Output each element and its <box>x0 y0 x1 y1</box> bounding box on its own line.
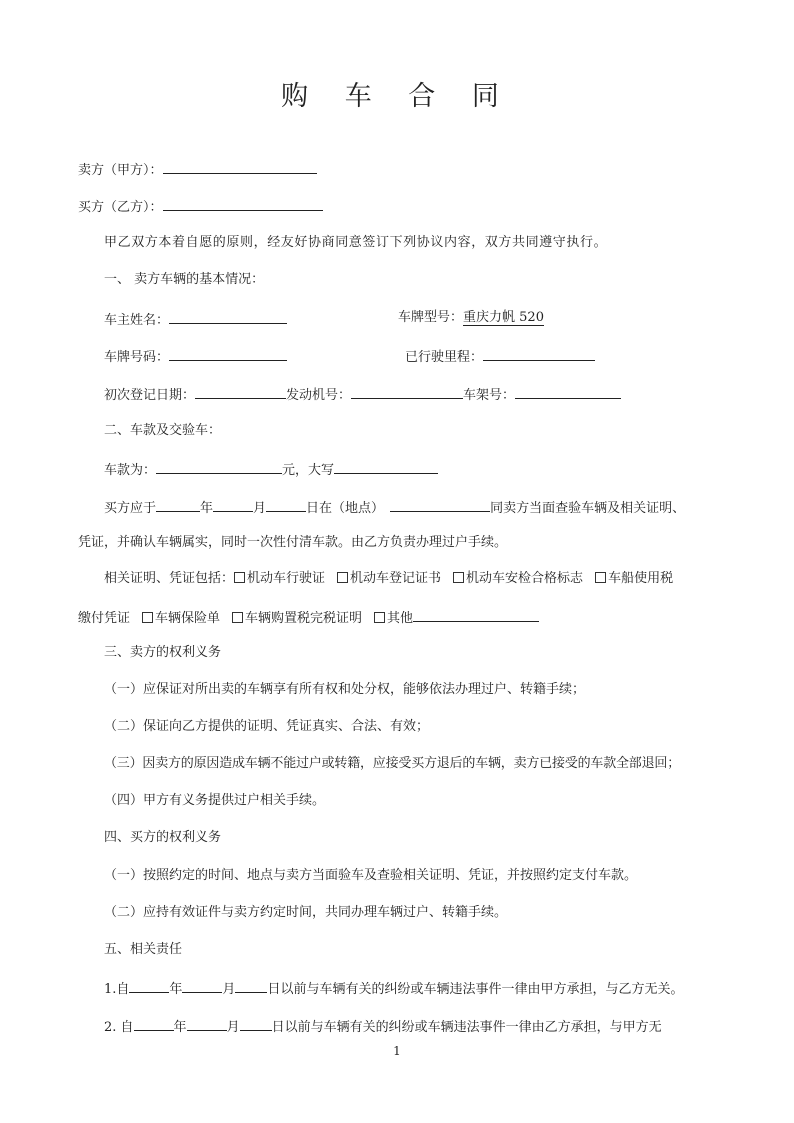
model-value[interactable]: 重庆力帆 520 <box>463 310 544 325</box>
price-line <box>104 459 438 480</box>
mileage-blank[interactable] <box>483 346 595 361</box>
section-2-heading: 二、车款及交验车： <box>104 423 222 438</box>
checkbox[interactable] <box>337 572 348 583</box>
checkbox-label: 车辆购置税完税证明 <box>245 611 363 626</box>
month-blank[interactable] <box>213 497 253 512</box>
text: 1.自 <box>104 982 130 997</box>
buyer-duty: （二）应持有效证件与卖方约定时间，共同办理车辆过户、转籍手续。 <box>104 905 508 920</box>
checkbox[interactable] <box>374 612 385 623</box>
owner-line <box>104 309 287 330</box>
text: 年 <box>173 1020 187 1035</box>
text: 日在（地点） <box>306 501 385 516</box>
seller-label: 卖方（甲方）： <box>78 163 163 178</box>
engine-label: 发动机号： <box>286 388 352 403</box>
documents-line <box>104 570 673 588</box>
reg-date-blank[interactable] <box>195 384 286 399</box>
month-blank[interactable] <box>182 978 222 993</box>
text: 年 <box>200 501 214 516</box>
text: 年 <box>169 982 183 997</box>
text: 买方应于 <box>104 501 157 516</box>
seller-duty: （三）因卖方的原因造成车辆不能过户或转籍，应接受买方退后的车辆，卖方已接受的车款全部退回； <box>104 756 681 771</box>
seller-duty: （二）保证向乙方提供的证明、凭证真实、合法、有效； <box>104 719 430 734</box>
engine-blank[interactable] <box>351 384 463 399</box>
owner-label: 车主姓名： <box>104 313 170 328</box>
other-blank[interactable] <box>413 607 539 622</box>
text: 月 <box>253 501 267 516</box>
checkbox-label: 车船使用税 <box>608 571 674 586</box>
checkbox[interactable] <box>142 612 153 623</box>
seller-blank[interactable] <box>163 159 317 174</box>
model-label: 车牌型号： <box>398 310 464 325</box>
model-line <box>398 309 544 327</box>
seller-duty: （四）甲方有义务提供过户相关手续。 <box>104 793 326 808</box>
registration-line <box>104 384 621 405</box>
intro: 甲乙双方本着自愿的原则，经友好协商同意签订下列协议内容，双方共同遵守执行。 <box>104 235 608 250</box>
frame-blank[interactable] <box>515 384 621 399</box>
buyer-label: 买方（乙方）： <box>78 200 163 215</box>
price-words-blank[interactable] <box>334 459 438 474</box>
owner-blank[interactable] <box>169 309 287 324</box>
plate-label: 车牌号码： <box>104 350 170 365</box>
checkbox-label: 机动车登记证书 <box>350 571 442 586</box>
checkbox-label: 其他 <box>387 611 414 626</box>
checkbox-label: 车辆保险单 <box>155 611 221 626</box>
checkbox[interactable] <box>453 572 464 583</box>
text: 日以前与车辆有关的纠纷或车辆违法事件一律由乙方承担，与甲方无 <box>271 1020 662 1035</box>
checkbox-label: 机动车安检合格标志 <box>466 571 584 586</box>
text: 日以前与车辆有关的纠纷或车辆违法事件一律由甲方承担，与乙方无关。 <box>267 982 684 997</box>
text: 月 <box>222 982 236 997</box>
year-blank[interactable] <box>134 1016 174 1031</box>
price-blank[interactable] <box>156 459 282 474</box>
mileage-line <box>405 346 595 367</box>
seller-duty: （一）应保证对所出卖的车辆享有所有权和处分权，能够依法办理过户、转籍手续； <box>104 682 586 697</box>
day-blank[interactable] <box>240 1016 272 1031</box>
documents-line-cont <box>78 607 539 628</box>
seller-line <box>78 159 317 180</box>
month-blank[interactable] <box>187 1016 227 1031</box>
day-blank[interactable] <box>235 978 267 993</box>
text: 缴付凭证 <box>78 611 131 626</box>
day-blank[interactable] <box>266 497 306 512</box>
document-title: 购 车 合 同 <box>281 81 513 112</box>
buyer-duty: （一）按照约定的时间、地点与卖方当面验车及查验相关证明、凭证，并按照约定支付车款。 <box>104 868 638 883</box>
plate-line <box>104 346 287 367</box>
inspection-line <box>104 497 685 518</box>
checkbox[interactable] <box>595 572 606 583</box>
liability-1 <box>104 978 683 999</box>
price-label: 车款为： <box>104 463 157 478</box>
checkbox[interactable] <box>234 572 245 583</box>
buyer-line <box>78 196 323 217</box>
section-1-heading: 一、 卖方车辆的基本情况： <box>104 272 265 287</box>
section-4-heading: 四、买方的权利义务 <box>104 830 222 845</box>
text: 月 <box>226 1020 240 1035</box>
yuan-label: 元，大写 <box>282 463 335 478</box>
place-blank[interactable] <box>390 497 490 512</box>
inspection-line-cont: 凭证，并确认车辆属实，同时一次性付清车款。由乙方负责办理过户手续。 <box>78 535 508 550</box>
year-blank[interactable] <box>129 978 169 993</box>
checkbox[interactable] <box>232 612 243 623</box>
frame-label: 车架号： <box>463 388 516 403</box>
page-number: 1 <box>393 1044 401 1058</box>
reg-date-label: 初次登记日期： <box>104 388 196 403</box>
section-3-heading: 三、卖方的权利义务 <box>104 645 222 660</box>
buyer-blank[interactable] <box>163 196 323 211</box>
text: 相关证明、凭证包括： <box>104 571 235 586</box>
text: 同卖方当面查验车辆及相关证明、 <box>490 501 686 516</box>
mileage-label: 已行驶里程： <box>405 350 484 365</box>
checkbox-label: 机动车行驶证 <box>247 571 326 586</box>
plate-blank[interactable] <box>169 346 287 361</box>
year-blank[interactable] <box>156 497 200 512</box>
liability-2 <box>104 1016 662 1037</box>
section-5-heading: 五、相关责任 <box>104 942 183 957</box>
text: 2. 自 <box>104 1020 134 1035</box>
